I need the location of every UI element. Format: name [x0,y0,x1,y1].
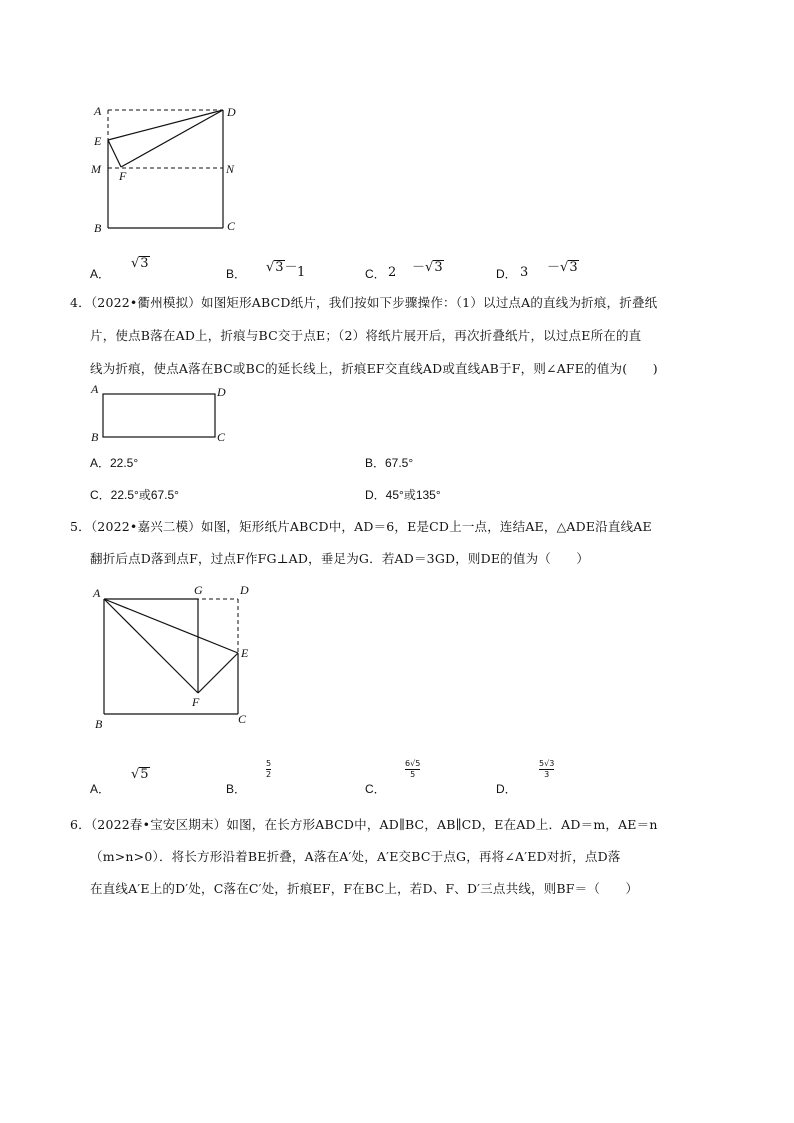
option-a-letter: A． [90,267,111,281]
q5-option-d-value: $\frac{5√3}{3}$ [539,759,555,779]
q4-option-a: A．22.5° [90,456,139,470]
label-A: A [91,382,99,396]
q5-line-2: 翻折后点D落到点F，过点F作FG⊥AD，垂足为G．若AD＝3GD，则DE的值为（ ） [90,551,590,566]
q4-option-b: B．67.5° [365,456,414,470]
label-G: G [194,583,203,597]
q5-option-b-letter: B． [226,782,247,796]
option-b-letter: B． [226,267,247,281]
option-c-head: 2 [388,265,397,280]
q6-line-3: 在直线A′E上的D′处，C落在C′处，折痕EF，F在BC上，若D、F、D′三点共线，则BF＝（ ） [90,881,639,896]
figure-fold-rectangle-2 [88,580,263,735]
q5-option-d-letter: D． [496,782,517,796]
q6-line-2: （m>n>0）．将长方形沿着BE折叠，A落在A′处，A′E交BC于点G，再将∠A′ED对折，点D落 [90,849,621,864]
label-C: C [217,430,226,444]
figure-rectangle-abcd [85,382,235,444]
label-D: D [240,583,249,597]
label-C: C [238,712,247,726]
label-D: D [227,105,236,119]
label-E: E [94,134,102,148]
option-c-letter: C． [365,267,386,281]
label-F: F [192,695,200,709]
option-d-letter: D． [496,267,517,281]
option-b-tail: 1 [297,265,306,280]
q6-line-1: 6．（2022春•宝安区期末）如图，在长方形ABCD中，AD∥BC，AB∥CD，E在AD上．AD＝m，AE＝n [70,817,658,832]
q5-line-1: 5．（2022•嘉兴二模）如图，矩形纸片ABCD中，AD＝6，E是CD上一点，连结AE，△ADE沿直线AE [70,519,652,534]
label-A: A [94,104,102,118]
label-C: C [227,219,236,233]
q4-line-2: 片，使点B落在AD上，折痕与BC交于点E；（2）将纸片展开后，再次折叠纸片，以过点E所在的直 [90,328,642,343]
label-E: E [241,646,249,660]
label-B: B [95,717,103,731]
label-D: D [217,385,226,399]
option-d-head: 3 [520,265,529,280]
q4-line-1: 4．（2022•衢州模拟）如图矩形ABCD纸片，我们按如下步骤操作：（1）以过点A的直线为折痕，折叠纸 [70,295,658,310]
label-B: B [91,430,99,444]
label-A: A [93,586,101,600]
q5-option-a-letter: A． [90,782,111,796]
option-d-value: －√3 [547,260,578,275]
q5-option-c-letter: C． [365,782,386,796]
label-F: F [119,169,127,183]
q4-option-c: C．22.5°或67.5° [90,488,179,502]
q5-option-c-value: $\frac{6√5}{5}$ [405,759,421,779]
option-c-value: －√3 [412,260,443,275]
figure-fold-rectangle-1 [85,100,245,240]
q5-option-a-value: √5 [131,767,149,782]
label-N: N [226,162,235,176]
option-a-value: √3 [131,256,149,271]
label-M: M [91,162,101,176]
q4-line-3: 线为折痕，使点A落在BC或BC的延长线上，折痕EF交直线AD或直线AB于F，则∠AFE的值为( ) [90,361,658,376]
q5-option-b-value: $\frac{5}{2}$ [266,759,272,779]
option-b-value: √3－ [266,260,298,275]
q4-option-d: D．45°或135° [365,488,441,502]
label-B: B [94,221,102,235]
